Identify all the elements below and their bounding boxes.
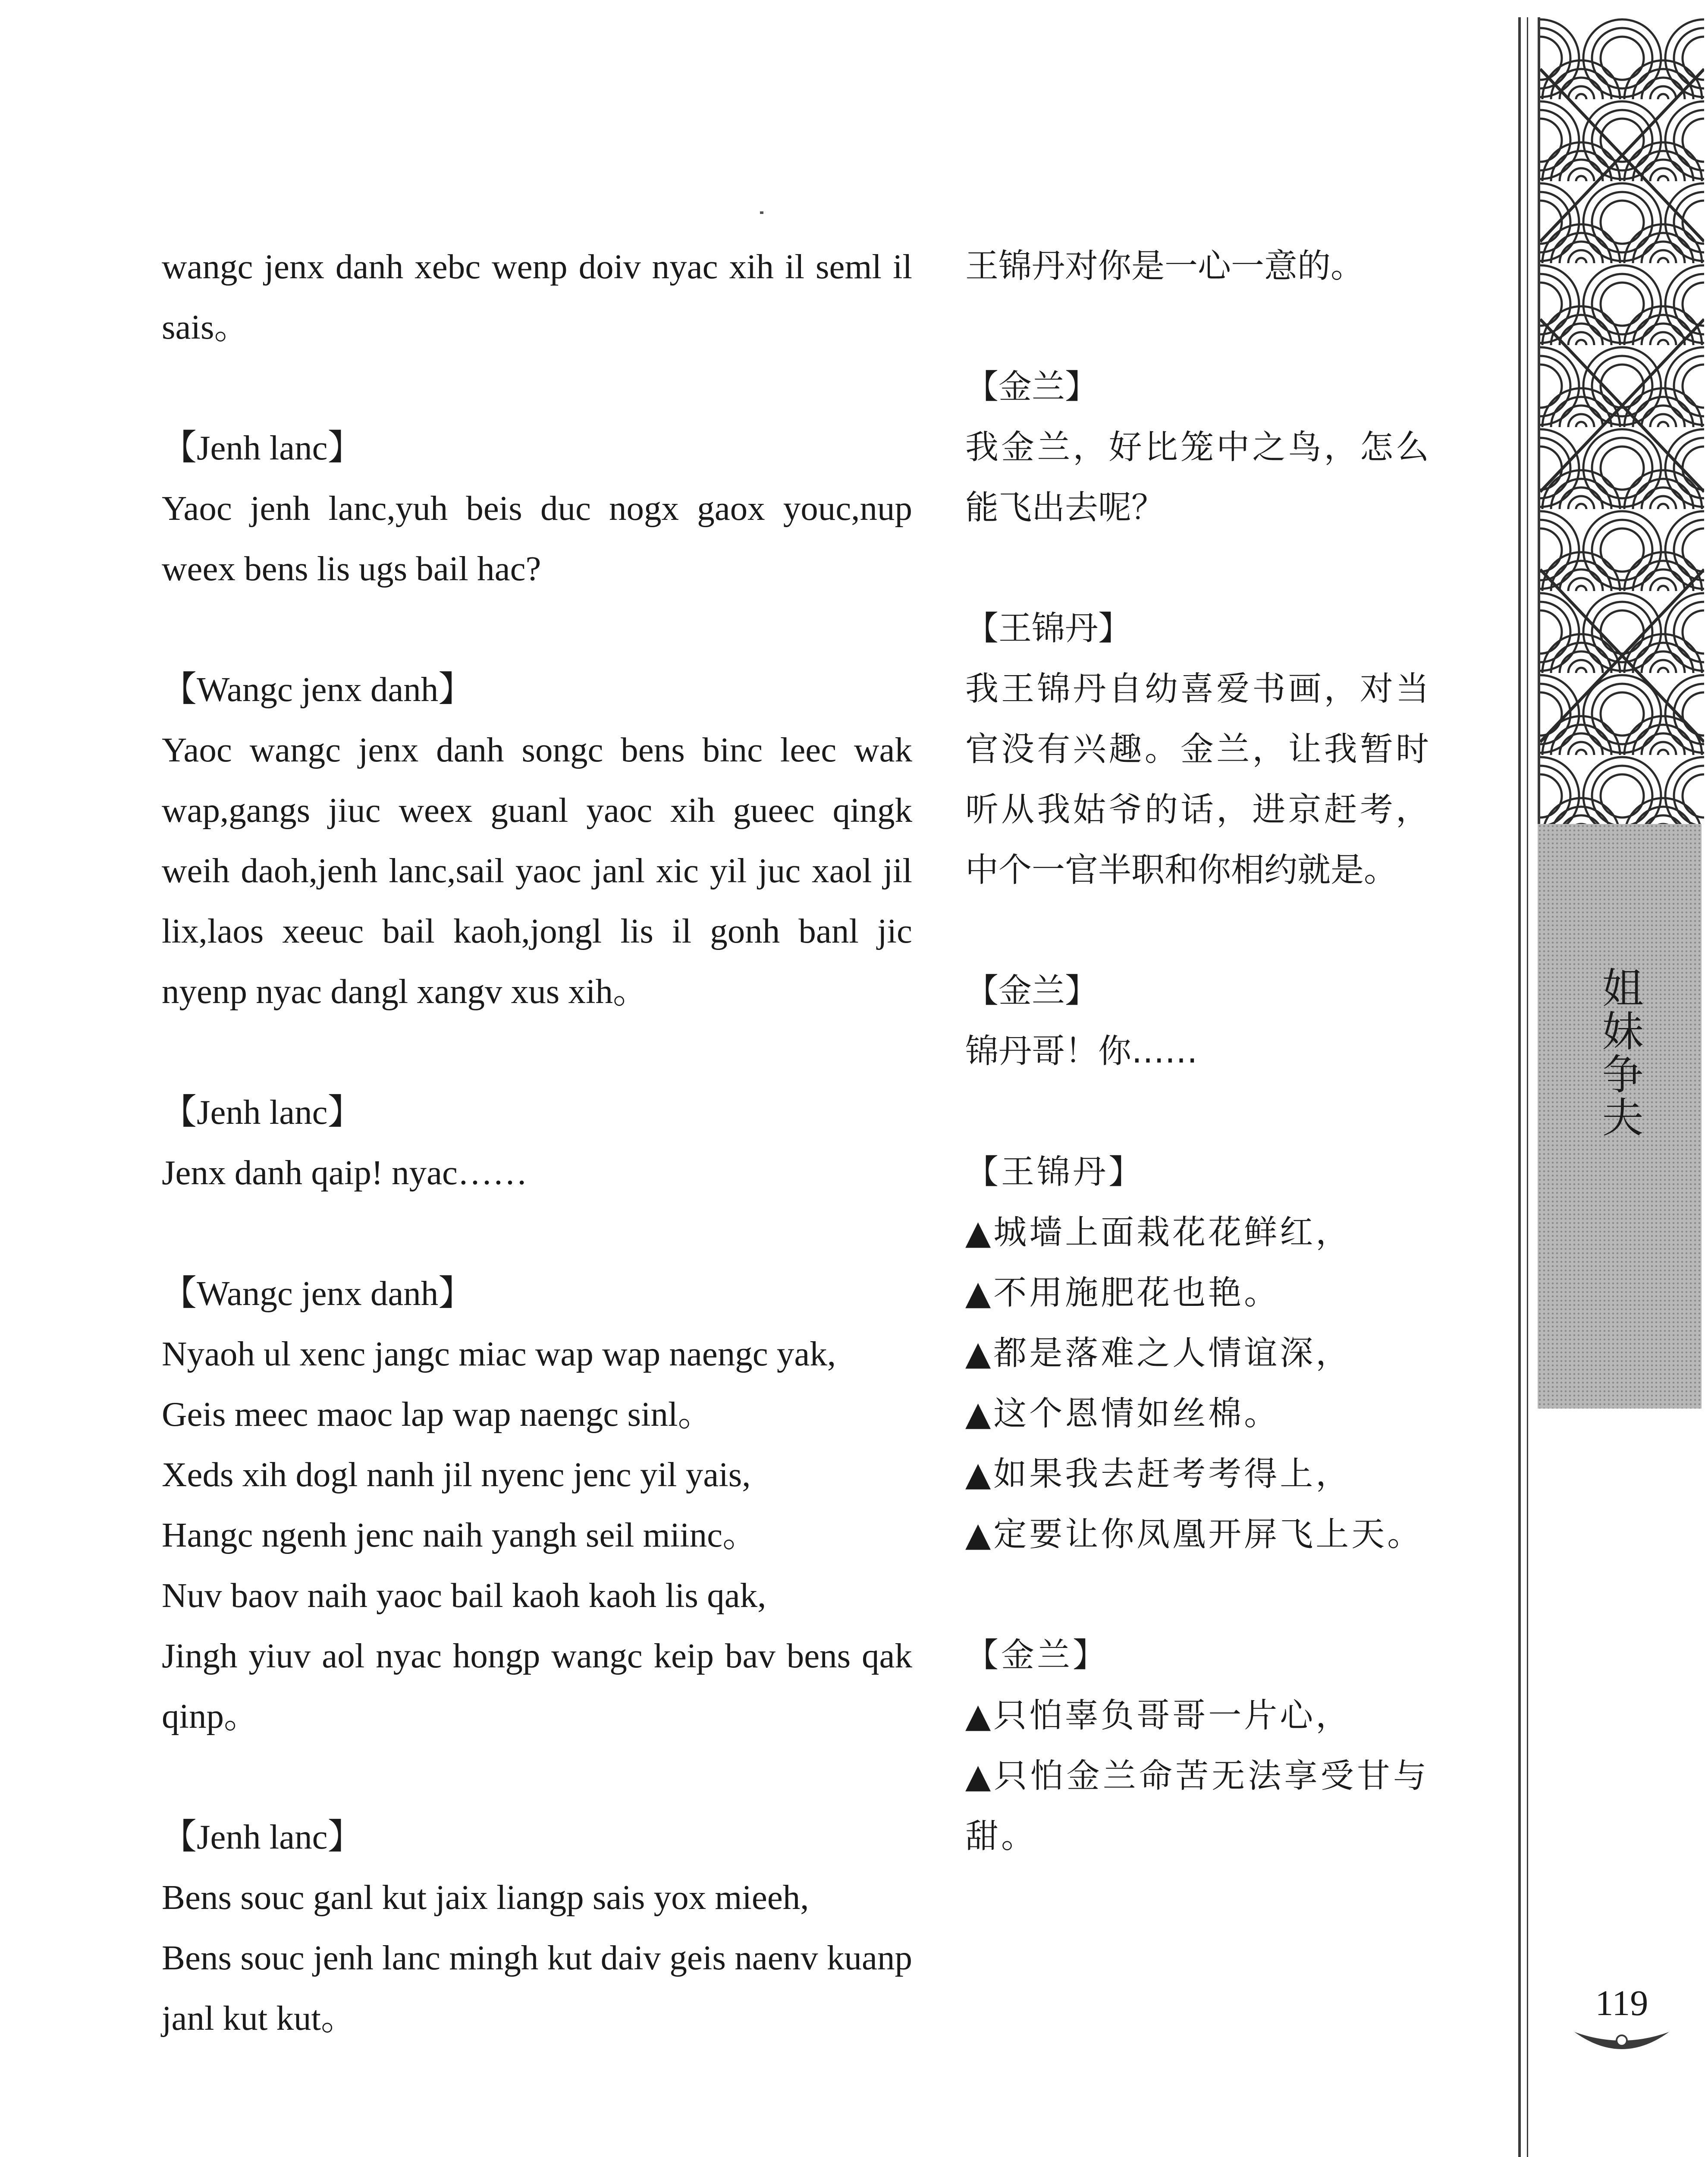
- chapter-tab: [1538, 824, 1702, 1409]
- kam-block-6: 【Jenh lanc】 Bens souc ganl kut jaix liangp sais yox mieeh, Bens souc jenh lanc mingh kut daiv geis naenv kuanp janl kut kut。: [162, 1817, 912, 2038]
- chinese-block-4: 【金兰】 锦丹哥！你……: [965, 972, 1198, 1071]
- page-number: 119: [1595, 1983, 1648, 2023]
- chinese-block-2: 【金兰】 我金兰，好比笼中之鸟，怎么能飞出去呢？: [965, 368, 1429, 527]
- stray-mark: [760, 211, 763, 214]
- chinese-block-5: 【王锦丹】 ▲城墙上面栽花花鲜红， ▲不用施肥花也艳。 ▲都是落难之人情谊深， ▲这个恩情如丝棉。 ▲如果我去赶考考得上， ▲定要让你凤凰开屏飞上天。: [965, 1153, 1423, 1554]
- kam-block-2: 【Jenh lanc】 Yaoc jenh lanc,yuh beis duc nogx gaox youc,nup weex bens lis ugs bail hac?: [162, 428, 912, 588]
- kam-text-column: [162, 236, 912, 2109]
- chinese-text-column: [965, 236, 1429, 1927]
- margin-rule-outer: [1518, 17, 1521, 2157]
- cloud-pattern-ornament: [1538, 17, 1704, 824]
- chapter-title: 姐妹争夫: [1595, 966, 1644, 1139]
- kam-block-5: 【Wangc jenx danh】 Nyaoh ul xenc jangc miac wap wap naengc yak, Geis meec maoc lap wap naengc sinl。 Xeds xih dogl nanh jil nyenc jenc yil yais, Hangc ngenh jenc naih yangh seil miinc。 Nuv baov naih yaoc bail kaoh kaoh lis qak, Jingh yiuv aol nyac hongp wangc keip bav bens qak qinp。: [162, 1274, 912, 1736]
- kam-block-1: wangc jenx danh xebc wenp doiv nyac xih il seml il sais。: [162, 247, 912, 346]
- chinese-block-3: 【王锦丹】 我王锦丹自幼喜爱书画，对当官没有兴趣。金兰，让我暂时听从我姑爷的话，进京赶考，中个一官半职和你相约就是。: [965, 610, 1429, 890]
- margin-rule-inner: [1527, 17, 1528, 2157]
- page-number-ornament: [1570, 2028, 1673, 2062]
- chinese-block-6: 【金兰】 ▲只怕辜负哥哥一片心， ▲只怕金兰命苦无法享受甘与甜。: [965, 1636, 1429, 1856]
- chinese-block-1: 王锦丹对你是一心一意的。: [965, 247, 1364, 286]
- kam-block-4: 【Jenh lanc】 Jenx danh qaip! nyac……: [162, 1093, 528, 1192]
- kam-block-3: 【Wangc jenx danh】 Yaoc wangc jenx danh songc bens binc leec wak wap,gangs jiuc weex guanl yaoc xih gueec qingk weih daoh,jenh lanc,sail yaoc janl xic yil juc xaol jil lix,laos xeeuc bail kaoh,jongl lis il gonh banl jic nyenp nyac dangl xangv xus xih。: [162, 670, 912, 1011]
